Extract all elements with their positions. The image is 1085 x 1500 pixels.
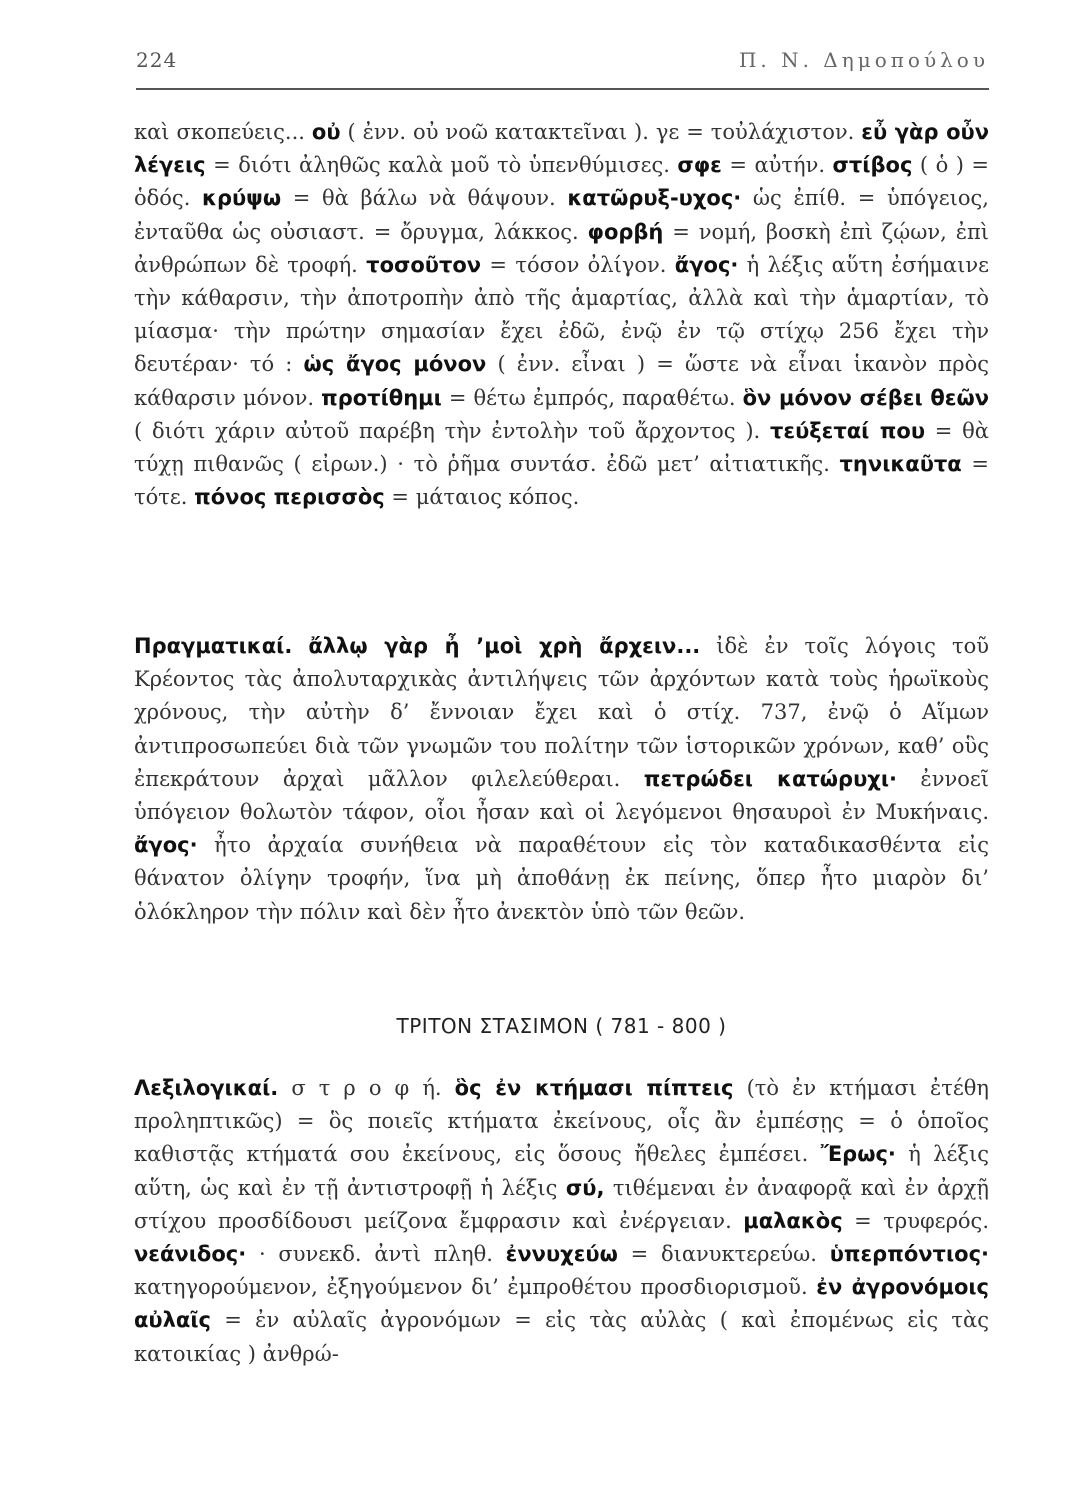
text-run: ( ὁ ) = ὁδός.: [134, 153, 989, 211]
keyword: ἄγος·: [134, 833, 198, 858]
keyword: ἐν ἀγρονόμοις αὐλαῖς: [134, 1275, 989, 1333]
keyword: ὑπερπόντιος·: [829, 1242, 989, 1267]
text-run: = μάταιος κόπος.: [384, 485, 580, 510]
text-run: = αὐτήν.: [721, 153, 833, 178]
page-number: 224: [136, 48, 178, 72]
text-run: = τότε.: [134, 452, 989, 510]
realia-paragraph: [134, 630, 989, 929]
text-run: ( ἐνν. εἶναι ) = ὥστε νὰ εἶναι ἱκανὸν πρὸς κάθαρσιν μόνον.: [134, 352, 989, 410]
paragraph-heading: Πραγματικαί.: [134, 634, 293, 658]
text-run: σ τ ρ ο φ ή.: [278, 1076, 455, 1100]
keyword: Ἔρως·: [820, 1142, 896, 1167]
page-header: [136, 48, 989, 90]
running-head: Π. Ν. Δημοπούλου: [738, 48, 989, 72]
keyword: κρύψω: [202, 186, 282, 211]
paragraph-heading: Λεξιλογικαί.: [134, 1076, 279, 1100]
text-run: ἡ λέξις αὕτη ἐσήμαινε τὴν κάθαρσιν, τὴν ἀποτροπὴν ἀπὸ τῆς ἁμαρτίας, ἀλλὰ καὶ τὴν ἁμαρτίαν, τὸ μίασμα· τὴν πρώτην σημασίαν ἔχει ἐδῶ, ἐνῷ ἐν τῷ στίχῳ 256 ἔχει τὴν δευτέραν· τό :: [134, 252, 989, 377]
keyword: τηνικαῦτα: [839, 452, 962, 477]
keyword: στίβος: [832, 153, 913, 178]
keyword: τεύξεταί που: [769, 418, 925, 443]
keyword: εὖ γὰρ οὖν λέγεις: [134, 120, 989, 178]
keyword: σύ,: [565, 1175, 605, 1200]
keyword: νεάνιδος·: [134, 1242, 247, 1267]
keyword: τοσοῦτον: [366, 252, 482, 277]
text-run: = διανυκτερεύω.: [617, 1242, 830, 1267]
text-run: = θέτω ἐμπρός, παραθέτω.: [441, 385, 743, 410]
keyword: οὐ: [311, 120, 341, 144]
text-run: = διότι ἀληθῶς καλὰ μοῦ τὸ ὑπενθύμισες.: [205, 153, 678, 178]
keyword: φορβή: [587, 219, 664, 244]
glossary-paragraph: [134, 116, 989, 514]
keyword: ἄγος·: [674, 252, 739, 277]
keyword: μαλακὸς: [743, 1208, 843, 1233]
lexical-paragraph: [134, 1072, 989, 1371]
text-run: ἐννοεῖ ὑπόγειον θολωτὸν τάφον, οἷοι ἦσαν καὶ οἱ λεγόμενοι θησαυροὶ ἐν Μυκήναις.: [134, 766, 989, 825]
text-run: (τὸ ἐν κτήμασι ἐτέθη προληπτικῶς) = ὃς ποιεῖς κτήματα ἐκείνους, οἷς ἂν ἐμπέσῃς = ὁ ὁποῖος καθιστᾷς κτήματά σου ἐκείνους, εἰς ὅσους ἤθελες ἐμπέσει.: [134, 1076, 989, 1167]
section-title: ΤΡΙΤΟΝ ΣΤΑΣΙΜΟΝ ( 781 - 800 ): [396, 1014, 727, 1038]
keyword: ὡς ἄγος μόνον: [303, 352, 487, 377]
keyword: ὃν μόνον σέβει θεῶν: [742, 385, 990, 410]
text-run: = θὰ τύχῃ πιθανῶς ( εἰρων.) · τὸ ῥῆμα συντάσ. ἐδῶ μετ’ αἰτιατικῆς.: [134, 418, 989, 477]
keyword: ὃς ἐν κτήμασι πίπτεις: [454, 1076, 734, 1100]
text-run: ( ἐνν. οὐ νοῶ κατακτεῖναι ). γε = τοὐλάχιστον.: [340, 120, 862, 144]
keyword: ἐννυχεύω: [505, 1242, 618, 1267]
text-run: ὡς ἐπίθ. = ὑπόγειος, ἐνταῦθα ὡς οὐσιαστ. = ὄρυγμα, λάκκος.: [134, 186, 989, 244]
text-run: = θὰ βάλω νὰ θάψουν.: [281, 186, 568, 211]
keyword: πόνος περισσὸς: [194, 485, 385, 510]
text-run: ἡ λέξις αὕτη, ὡς καὶ ἐν τῇ ἀντιστροφῇ ἡ λέξις: [134, 1142, 989, 1200]
text-run: ἦτο ἀρχαία συνήθεια νὰ παραθέτουν εἰς τὸν καταδικασθέντα εἰς θάνατον ὀλίγην τροφήν, ἵνα μὴ ἀποθάνῃ ἐκ πείνης, ὅπερ ἦτο μιαρὸν δι’ ὁλόκληρον τὴν πόλιν καὶ δὲν ἦτο ἀνεκτὸν ὑπὸ τῶν θεῶν.: [134, 833, 989, 924]
text-run: = ἐν αὐλαῖς ἀγρονόμων = εἰς τὰς αὐλὰς ( καὶ ἐπομένως εἰς τὰς κατοικίας ) ἀνθρώ-: [134, 1308, 989, 1366]
keyword: ἄλλῳ γὰρ ἦ ’μοὶ χρὴ ἄρχειν...: [308, 634, 701, 658]
text-run: κατηγορούμενον, ἐξηγούμενον δι’ ἐμπροθέτου προσδιορισμοῦ.: [134, 1275, 817, 1300]
text-run: τιθέμεναι ἐν ἀναφορᾷ καὶ ἐν ἀρχῇ στίχου προσδίδουσι μείζονα ἔμφρασιν καὶ ἐνέργειαν.: [134, 1175, 989, 1233]
text-run: καὶ σκοπεύεις...: [134, 120, 312, 144]
text-run: ( διότι χάριν αὐτοῦ παρέβη τὴν ἐντολὴν τοῦ ἄρχοντος ).: [134, 418, 770, 443]
keyword: πετρώδει κατώρυχι·: [643, 766, 897, 791]
text-run: · συνεκδ. ἀντὶ πληθ.: [246, 1242, 506, 1267]
text-run: = τόσον ὀλίγον.: [481, 252, 675, 277]
text-run: = νομή, βοσκὴ ἐπὶ ζῴων, ἐπὶ ἀνθρώπων δὲ τροφή.: [134, 219, 989, 277]
text-run: = τρυφερός.: [842, 1208, 989, 1233]
keyword: προτίθημι: [321, 385, 442, 410]
keyword: σφε: [677, 153, 722, 178]
text-run: ἰδὲ ἐν τοῖς λόγοις τοῦ Κρέοντος τὰς ἀπολυταρχικὰς ἀντιλήψεις τῶν ἀρχόντων κατὰ τοὺς ἡρωϊκοὺς χρόνους, τὴν αὐτὴν δ’ ἔννοιαν ἔχει καὶ ὁ στίχ. 737, ἐνῷ ὁ Αἵμων ἀντιπροσωπεύει διὰ τῶν γνωμῶν του πολίτην τῶν ἱστορικῶν χρόνων, καθ’ οὓς ἐπεκράτουν ἀρχαὶ μᾶλλον φιλελεύθεραι.: [134, 634, 989, 791]
keyword: κατῶρυξ-υχος·: [567, 186, 742, 211]
